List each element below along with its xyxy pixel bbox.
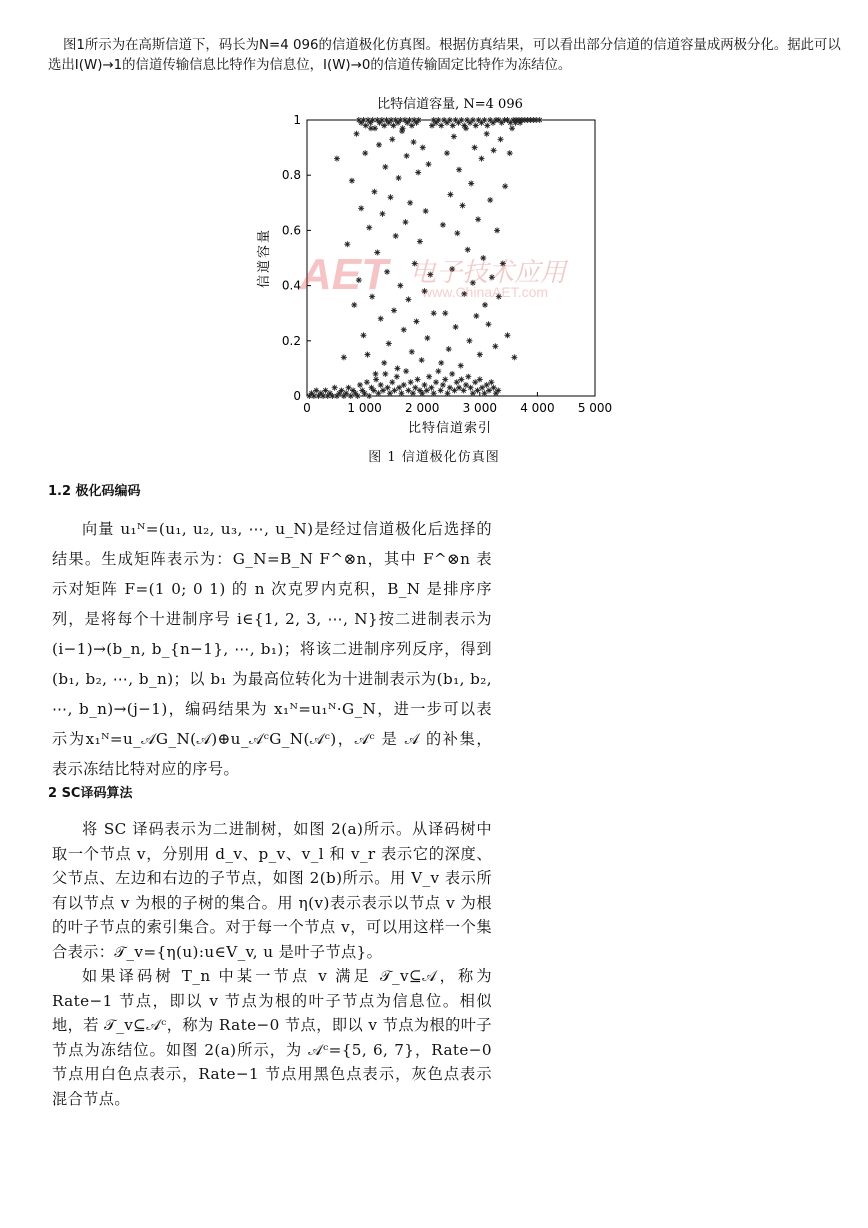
figure-caption: 图 1 信道极化仿真图 — [368, 450, 500, 465]
data-point — [509, 125, 515, 131]
data-point — [484, 382, 490, 388]
data-point — [537, 117, 543, 123]
data-point — [376, 142, 382, 148]
data-point — [381, 123, 387, 129]
data-point — [458, 363, 464, 369]
section-2-paragraph-1: 将 SC 译码表示为二进制树，如图 2(a)所示。从译码树中取一个节点 v，分别用 d_v、p_v、v_l 和 v_r 表示它的深度、父节点、左边和右边的子节点，如图 2(b)所示。用 V_v 表示所有以节点 v 为根的子树的集合。用 η(v)表示表示以节点 v 为根的叶子节点的索引集合。对于每一个节点 v，可以用这样一个集合表示：𝒯_v={η(u):u∈V_v, u 是叶子节点}。 — [52, 820, 492, 961]
data-point — [442, 310, 448, 316]
data-point — [373, 376, 379, 382]
data-point — [405, 387, 411, 393]
data-point — [468, 180, 474, 186]
data-point — [477, 352, 483, 358]
data-point — [419, 357, 425, 363]
data-point — [484, 123, 490, 129]
data-point — [357, 382, 363, 388]
data-point — [410, 390, 416, 396]
data-point — [378, 382, 384, 388]
data-point — [440, 382, 446, 388]
data-point — [481, 117, 487, 123]
data-point — [435, 368, 441, 374]
data-point — [470, 390, 476, 396]
y-tick-label: 0.8 — [281, 168, 301, 183]
section-2-paragraph-2: 如果译码树 T_n 中某一节点 v 满足 𝒯_v⊆𝒜，称为 Rate−1 节点，即以 v 节点为根的叶子节点为信息位。相似地，若 𝒯_v⊆𝒜ᶜ，称为 Rate−0 节点，即以 v 节点为根的叶子节点为冻结位。如图 2(a)所示，为 𝒜ᶜ={5, 6, 7}，Rate−0 节点用白色点表示，Rate−1 节点用黑色点表示，灰色点表示混合节点。 — [52, 967, 492, 1108]
data-point — [472, 379, 478, 385]
data-point — [465, 374, 471, 380]
data-point — [360, 332, 366, 338]
data-point — [379, 211, 385, 217]
data-point — [426, 161, 432, 167]
data-point — [394, 365, 400, 371]
data-point — [475, 216, 481, 222]
data-point — [394, 374, 400, 380]
data-point — [486, 387, 492, 393]
data-point — [380, 387, 386, 393]
data-point — [458, 376, 464, 382]
watermark-url: www.ChinaAET.com — [422, 284, 549, 300]
data-point — [381, 360, 387, 366]
data-point — [396, 175, 402, 181]
data-point — [411, 139, 417, 145]
data-point — [390, 123, 396, 129]
data-point — [491, 147, 497, 153]
data-point — [494, 227, 500, 233]
data-point — [449, 371, 455, 377]
data-point — [479, 385, 485, 391]
data-point — [389, 379, 395, 385]
data-point — [445, 390, 451, 396]
data-point — [454, 230, 460, 236]
watermark — [290, 250, 590, 310]
data-point — [426, 374, 432, 380]
data-point — [412, 385, 418, 391]
data-point — [447, 117, 453, 123]
x-tick-label: 4 000 — [520, 401, 555, 415]
section-heading-1-2: 1.2 极化码编码 — [48, 484, 141, 499]
data-point — [416, 117, 422, 123]
data-point — [444, 150, 450, 156]
data-point — [401, 327, 407, 333]
data-point — [396, 385, 402, 391]
data-point — [438, 123, 444, 129]
data-point — [364, 352, 370, 358]
data-point — [450, 123, 456, 129]
x-tick-label: 1 000 — [347, 401, 382, 415]
data-point — [451, 387, 457, 393]
data-point — [322, 387, 328, 393]
data-point — [447, 192, 453, 198]
data-point — [382, 164, 388, 170]
data-point — [313, 387, 319, 393]
data-point — [373, 371, 379, 377]
data-point — [400, 125, 406, 131]
data-point — [460, 203, 466, 209]
data-point — [348, 393, 354, 399]
data-point — [375, 390, 381, 396]
y-axis-label: 信道容量 — [257, 227, 272, 289]
data-point — [431, 390, 437, 396]
data-point — [404, 153, 410, 159]
x-axis — [303, 392, 612, 415]
data-point — [454, 379, 460, 385]
data-point — [461, 123, 467, 129]
data-point — [408, 379, 414, 385]
x-tick-label: 5 000 — [577, 401, 613, 415]
data-point — [424, 335, 430, 341]
data-point — [428, 385, 434, 391]
data-point — [507, 150, 513, 156]
chart-title: 比特信道容量, N=4 096 — [377, 97, 523, 112]
x-tick-label: 2 000 — [405, 401, 440, 415]
data-point — [371, 189, 377, 195]
data-point — [463, 382, 469, 388]
data-point — [401, 382, 407, 388]
data-point — [378, 316, 384, 322]
data-point — [492, 343, 498, 349]
data-point — [491, 385, 497, 391]
data-point — [413, 318, 419, 324]
data-point — [484, 131, 490, 137]
data-point — [341, 354, 347, 360]
data-point — [447, 385, 453, 391]
data-point — [402, 219, 408, 225]
data-point — [466, 338, 472, 344]
data-point — [386, 341, 392, 347]
data-point — [431, 310, 437, 316]
data-point — [345, 385, 351, 391]
data-point — [473, 313, 479, 319]
data-point — [424, 387, 430, 393]
data-point — [407, 200, 413, 206]
data-point — [388, 194, 394, 200]
data-point — [366, 393, 372, 399]
y-tick-label: 0.2 — [281, 333, 301, 348]
data-point — [403, 368, 409, 374]
data-point — [438, 387, 444, 393]
data-point — [382, 371, 388, 377]
data-point — [461, 387, 467, 393]
data-point — [481, 390, 487, 396]
data-point — [442, 376, 448, 382]
y-tick-label: 0.6 — [281, 223, 301, 238]
watermark-brand: 电子技术应用 — [410, 258, 567, 288]
data-point — [344, 241, 350, 247]
data-point — [372, 125, 378, 131]
y-tick-label: 0.4 — [281, 278, 301, 293]
data-point — [473, 123, 479, 129]
data-point — [409, 123, 415, 129]
data-point — [479, 156, 485, 162]
data-point — [389, 136, 395, 142]
data-point — [446, 346, 452, 352]
intro-paragraph: 图1所示为在高斯信道下，码长为N=4 096的信道极化仿真图。根据仿真结果，可以看出部分信道的信道容量成两极分化。据此可以选出I(W)→1的信道传输信息比特作为信息位，I(W)→0的信道传输固定比特作为冻结位。 — [48, 38, 841, 73]
data-point — [332, 385, 338, 391]
data-point — [419, 390, 425, 396]
data-point — [415, 376, 421, 382]
data-point — [387, 390, 393, 396]
data-point — [488, 379, 494, 385]
data-point — [363, 123, 369, 129]
data-point — [438, 360, 444, 366]
data-point — [451, 134, 457, 140]
x-tick-label: 3 000 — [462, 401, 497, 415]
data-point — [487, 197, 493, 203]
data-point — [468, 385, 474, 391]
data-point — [358, 205, 364, 211]
data-point — [422, 382, 428, 388]
data-point — [420, 145, 426, 151]
x-axis-label: 比特信道索引 — [407, 421, 493, 436]
data-point — [504, 332, 510, 338]
data-point — [472, 145, 478, 151]
data-point — [334, 156, 340, 162]
data-point — [433, 379, 439, 385]
data-point — [429, 123, 435, 129]
data-point — [366, 225, 372, 231]
data-point — [477, 376, 483, 382]
data-point — [398, 390, 404, 396]
data-point — [485, 321, 491, 327]
data-point — [385, 385, 391, 391]
data-point — [409, 349, 415, 355]
data-point — [511, 354, 517, 360]
data-point — [393, 233, 399, 239]
data-point — [423, 208, 429, 214]
data-point — [417, 238, 423, 244]
x-tick-label: 0 — [303, 401, 311, 415]
data-point — [456, 167, 462, 173]
data-point — [349, 178, 355, 184]
y-tick-label: 0 — [293, 389, 301, 403]
data-point — [354, 131, 360, 137]
data-point — [456, 385, 462, 391]
data-point — [453, 324, 459, 330]
data-point — [440, 222, 446, 228]
data-point — [392, 387, 398, 393]
data-point — [502, 183, 508, 189]
section-heading-2: 2 SC译码算法 — [48, 786, 133, 801]
data-point — [364, 379, 370, 385]
y-tick-label: 1 — [293, 113, 301, 127]
data-point — [415, 169, 421, 175]
data-point — [498, 136, 504, 142]
watermark-logo: AET — [300, 250, 388, 299]
section-1-2-paragraph: 向量 u₁ᴺ=(u₁, u₂, u₃, ⋯, u_N)是经过信道极化后选择的结果。生成矩阵表示为：G_N=B_N F^⊗n，其中 F^⊗n 表示对矩阵 F=(1 0; 0 1) 的 n 次克罗内克积，B_N 是排序序列，是将每个十进制序号 i∈{1, 2, 3, ⋯, N}按二进制表示为(i−1)→(b_n, b_{n−1}, ⋯, b₁)；将该二进制序列反序，得到(b₁, b₂, ⋯, b_n)；以 b₁ 为最高位转化为十进制表示为(b₁, b₂, ⋯, b_n)→(j−1)，编码结果为 x₁ᴺ=u₁ᴺ·G_N，进一步可以表示为x₁ᴺ=u_𝒜G_N(𝒜)⊕u_𝒜ᶜG_N(𝒜ᶜ)，𝒜ᶜ 是 𝒜 的补集，表示冻结比特对应的序号。 — [52, 520, 492, 778]
data-point — [362, 150, 368, 156]
